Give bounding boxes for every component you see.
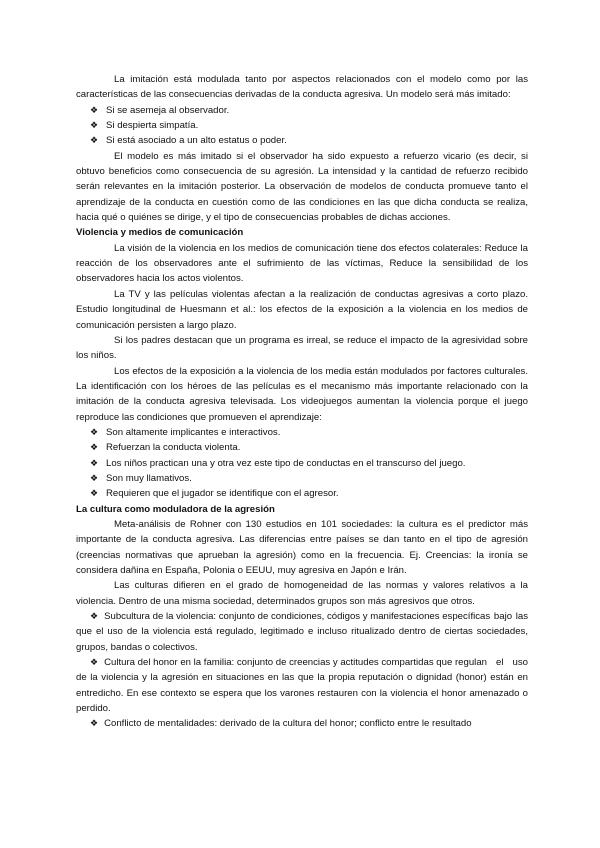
list-item: ❖ Son altamente implicantes e interactivos. xyxy=(76,425,528,440)
paragraph-cultural-factors: Los efectos de la exposición a la violencia de los media están modulados por factores culturales. La identificación con los héroes de las películas es el mecanismo más importante relacionado con la imitación de la conducta agresiva televisada. Los videojuegos aumentan la violencia porque el juego reproduce las condiciones que promueven el aprendizaje: xyxy=(76,365,528,423)
diamond-bullet-icon: ❖ xyxy=(90,426,99,437)
section-heading-media: Violencia y medios de comunicación xyxy=(76,227,244,239)
diamond-bullet-icon: ❖ xyxy=(90,472,99,483)
list-item: ❖ Si se asemeja al observador. xyxy=(76,103,528,118)
diamond-bullet-icon: ❖ xyxy=(90,657,99,668)
bullet-list-model xyxy=(76,103,528,149)
paragraph-imitation: La imitación está modulada tanto por aspectos relacionados con el modelo como por las características de las consecuencias derivadas de la conducta agresiva. Un modelo será más imitado: xyxy=(76,74,528,101)
list-item: ❖ Requieren que el jugador se identifique con el agresor. xyxy=(76,486,528,501)
section-heading-culture: La cultura como moduladora de la agresión xyxy=(76,503,275,515)
diamond-bullet-icon: ❖ xyxy=(90,442,99,453)
diamond-bullet-icon: ❖ xyxy=(90,135,99,146)
list-item: ❖ Refuerzan la conducta violenta. xyxy=(76,440,528,455)
list-item-honor-culture: ❖ Cultura del honor en la familia: conjunto de creencias y actitudes compartidas que regulan el uso de la violencia y la agresión en situaciones en las que la propia reputación o dignidad (honor) están en entredicho. En ese contexto se espera que los varones restauren con la violencia el honor amenazado o perdido. xyxy=(76,657,528,715)
list-item: ❖ Los niños practican una y otra vez este tipo de conductas en el transcurso del juego. xyxy=(76,456,528,471)
paragraph-homogeneity: Las culturas difieren en el grado de homogeneidad de las normas y valores relativos a la violencia. Dentro de una misma sociedad, determinados grupos son más agresivos que otros. xyxy=(76,580,528,607)
list-item: ❖ Si despierta simpatía. xyxy=(76,118,528,133)
list-item-subculture: ❖ Subcultura de la violencia: conjunto de condiciones, códigos y manifestaciones específicas bajo las que el uso de la violencia está regulado, legitimado e incluso ritualizado dentro de ciertas sociedades, grupos, bandas o colectivos. xyxy=(76,611,528,653)
bullet-list-videogames xyxy=(76,425,528,502)
paragraph-parents: Si los padres destacan que un programa es irreal, se reduce el impacto de la agresividad sobre los niños. xyxy=(76,334,528,362)
diamond-bullet-icon: ❖ xyxy=(90,120,99,131)
paragraph-media-effects: La visión de la violencia en los medios de comunicación tiene dos efectos colaterales: Reduce la reacción de los observadores ante el sufrimiento de las víctimas, Reduce la sensibilidad de los observadores hacia los actos violentos. xyxy=(76,242,528,285)
diamond-bullet-icon: ❖ xyxy=(90,611,99,622)
diamond-bullet-icon: ❖ xyxy=(90,104,99,115)
paragraph-rohner-meta-analysis: Meta-análisis de Rohner con 130 estudios en 101 sociedades: la cultura es el predictor más importante de la conducta agresiva. Las diferencias entre países se dan tanto en el tipo de agresión (creencias normativas que aprueban la agresión) como en la frecuencia. Ej. Creencias: la ironía se considera dañina en España, Polonia o EEUU, muy agresiva en Japón e Irán. xyxy=(76,518,528,576)
paragraph-tv-films: La TV y las películas violentas afectan a la realización de conductas agresivas a corto plazo. Estudio longitudinal de Huesmann et al.: los efectos de la exposición a la violencia en los medios de comunicación persisten a largo plazo. xyxy=(76,288,528,331)
document-body xyxy=(76,72,528,732)
paragraph-vicarious-reinforcement: El modelo es más imitado si el observador ha sido expuesto a refuerzo vicario (es decir, si obtuvo beneficios como consecuencia de su agresión. La intensidad y la cantidad de refuerzo recibido serán relevantes en la imitación posterior. La observación de modelos de conducta promueve tanto el aprendizaje de la conducta en cuestión como de las condiciones en las que dicha conducta se realiza, hacia qué o quiénes se dirige, y el tipo de consecuencias probables de dichas acciones. xyxy=(76,150,528,224)
diamond-bullet-icon: ❖ xyxy=(90,488,99,499)
list-item: ❖ Son muy llamativos. xyxy=(76,471,528,486)
list-item-mentality-conflict: ❖ Conflicto de mentalidades: derivado de la cultura del honor; conflicto entre le resultado xyxy=(90,718,472,730)
diamond-bullet-icon: ❖ xyxy=(90,718,99,729)
diamond-bullet-icon: ❖ xyxy=(90,457,99,468)
list-item: ❖ Si está asociado a un alto estatus o poder. xyxy=(76,133,528,148)
